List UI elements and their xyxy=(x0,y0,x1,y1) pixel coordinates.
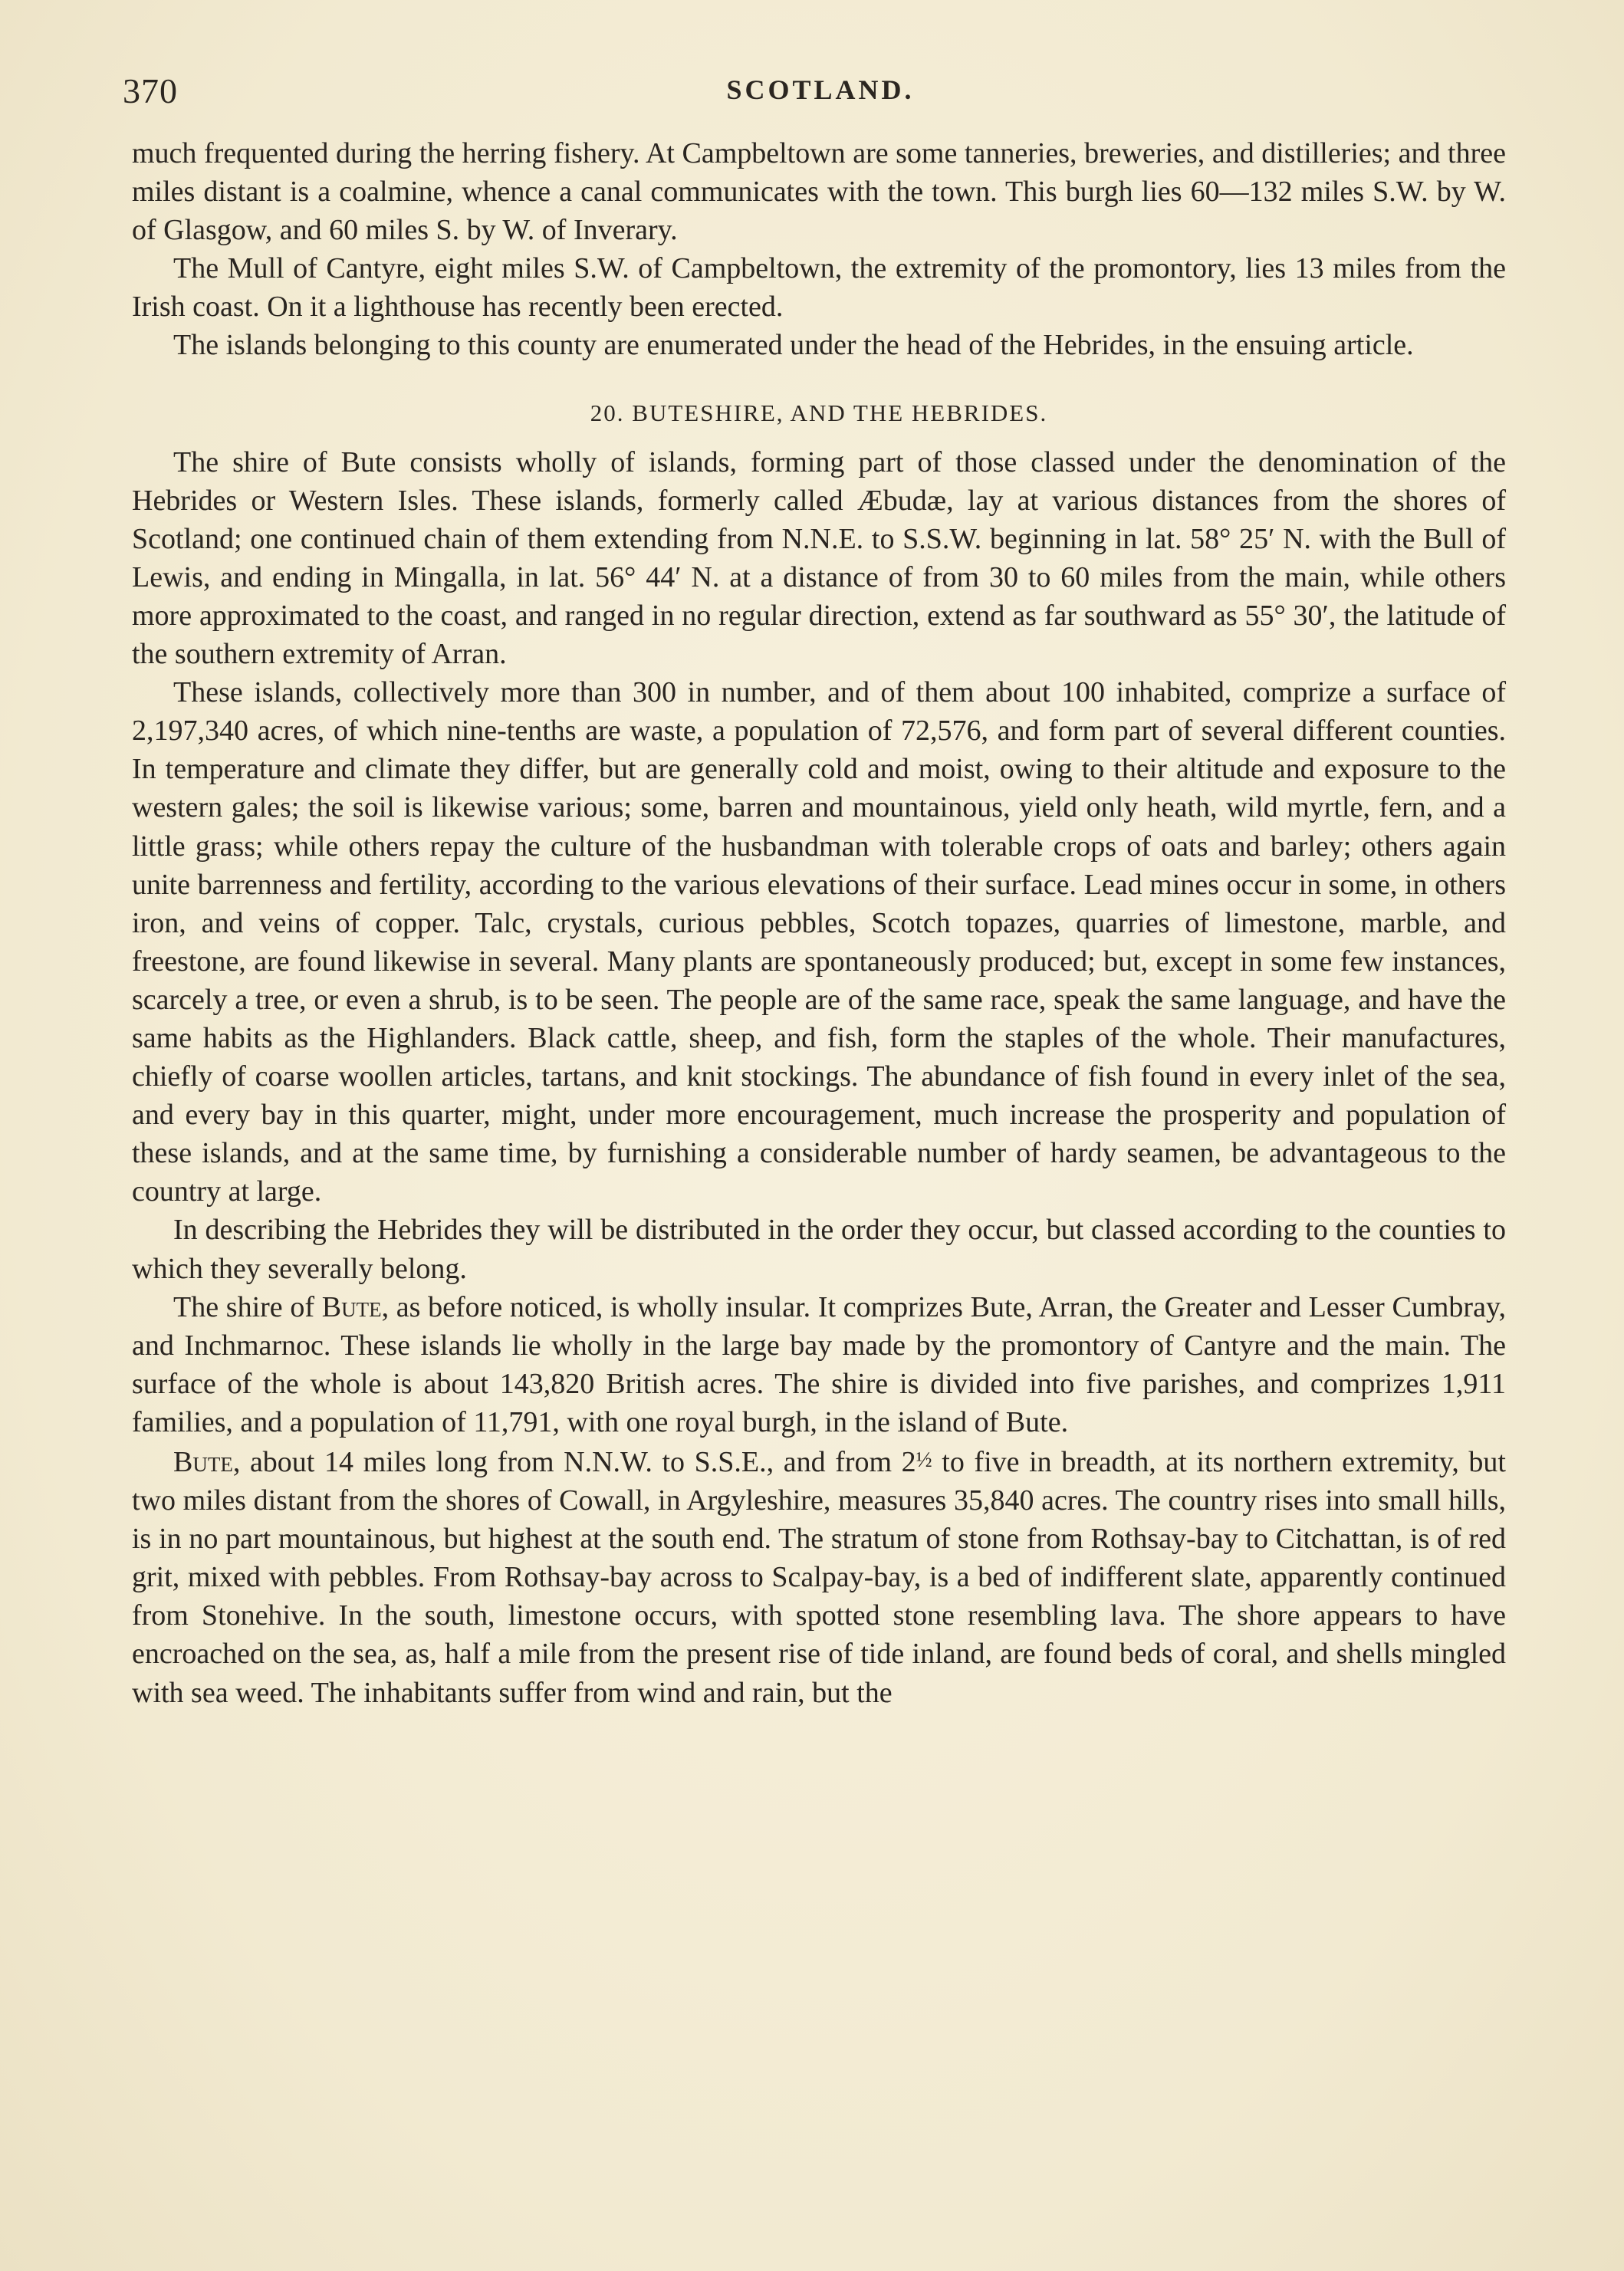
paragraph: much frequented during the herring fishery. At Campbeltown are some tanneries, breweries, and distilleries; and three miles distant is a coalmine, whence a canal communicates with the town. This burgh lies 60—132 miles S.W. by W. of Glasgow, and 60 miles S. by W. of Inverary. xyxy=(132,137,1506,247)
island-name: Bute xyxy=(173,1446,233,1478)
paragraph-text: to five in breadth, at its northern extremity, but two miles distant from the shores of Cowall, in Argyleshire, measures 35,840 acres. The country rises into small hills, is in no part mountainous, but highest at the south end. The stratum of stone from Rothsay-bay to Citchattan, is of red grit, mixed with pebbles. From Rothsay-bay across to Scalpay-bay, is a bed of indifferent slate, apparently continued from Stonehive. In the south, limestone occurs, with spotted stone resembling lava. The shore appears to have encroached on the sea, as, half a mile from the present rise of tide inland, are found beds of coral, and shells mingled with sea weed. The inhabitants suffer from wind and rain, but the xyxy=(132,1446,1506,1709)
fraction: ½ xyxy=(916,1448,932,1472)
paragraph-bute-island xyxy=(132,1441,1506,1712)
body-text xyxy=(132,134,1506,1712)
shire-name: Bute xyxy=(321,1290,382,1323)
page-header xyxy=(123,71,1518,117)
paragraph: The Mull of Cantyre, eight miles S.W. of Campbeltown, the extremity of the promontory, lies 13 miles from the Irish coast. On it a lighthouse has recently been erected. xyxy=(132,252,1506,324)
paragraph: The shire of Bute consists wholly of islands, forming part of those classed under the denomination of the Hebrides or Western Isles. These islands, formerly called Æbudæ, lay at various distances from the shores of Scotland; one continued chain of them extending from N.N.E. to S.S.W. beginning in lat. 58° 25′ N. with the Bull of Lewis, and ending in Mingalla, in lat. 56° 44′ N. at a distance of from 30 to 60 miles from the main, while others more approximated to the coast, and ranged in no regular direction, extend as far southward as 55° 30′, the latitude of the southern extremity of Arran. xyxy=(132,445,1506,671)
paragraph-bute-shire xyxy=(132,1288,1506,1441)
page-number: 370 xyxy=(123,71,178,110)
paragraph: The islands belonging to this county are enumerated under the head of the Hebrides, in the ensuing article. xyxy=(173,329,1414,362)
paragraph: In describing the Hebrides they will be distributed in the order they occur, but classed according to the counties to which they severally belong. xyxy=(132,1214,1506,1285)
running-head: SCOTLAND. xyxy=(726,74,915,105)
section-heading: 20. BUTESHIRE, AND THE HEBRIDES. xyxy=(590,399,1048,426)
paragraph: These islands, collectively more than 300 in number, and of them about 100 inhabited, comprize a surface of 2,197,340 acres, of which nine-tenths are waste, a population of 72,576, and form part of several different counties. In temperature and climate they differ, but are generally cold and moist, owing to their altitude and exposure to the western gales; the soil is likewise various; some, barren and mountainous, yield only heath, wild myrtle, fern, and a little grass; while others repay the culture of the husbandman with tolerable crops of oats and barley; others again unite barrenness and fertility, according to the various elevations of their surface. Lead mines occur in some, in others iron, and veins of copper. Talc, crystals, curious pebbles, Scotch topazes, quarries of limestone, marble, and freestone, are found likewise in several. Many plants are spontaneously produced; but, except in some few instances, scarcely a tree, or even a shrub, is to be seen. The people are of the same race, speak the same language, and have the same habits as the Highlanders. Black cattle, sheep, and fish, form the staples of the whole. Their manufactures, chiefly of coarse woollen articles, tartans, and knit stockings. The abundance of fish found in every inlet of the sea, and every bay in this quarter, might, under more encouragement, much increase the prosperity and population of these islands, and at the same time, by furnishing a considerable number of hardy seamen, be advantageous to the country at large. xyxy=(132,676,1506,1208)
paragraph-text: , as before noticed, is wholly insular. It comprizes Bute, Arran, the Greater and Lesser Cumbray, and Inchmarnoc. These islands lie wholly in the large bay made by the promontory of Cantyre and the main. The surface of the whole is about 143,820 British acres. The shire is divided into five parishes, and comprizes 1,911 families, and a population of 11,791, with one royal burgh, in the island of Bute. xyxy=(132,1290,1506,1438)
paragraph-lead: The shire of xyxy=(173,1290,322,1323)
paragraph-text: , about 14 miles long from N.N.W. to S.S.E., and from 2 xyxy=(232,1446,916,1478)
